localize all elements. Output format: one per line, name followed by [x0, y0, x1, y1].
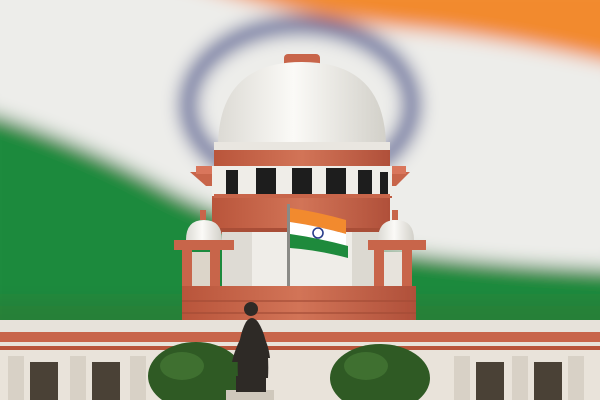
main-facade — [0, 320, 600, 400]
base-block — [182, 286, 416, 322]
colonnade — [212, 166, 392, 200]
